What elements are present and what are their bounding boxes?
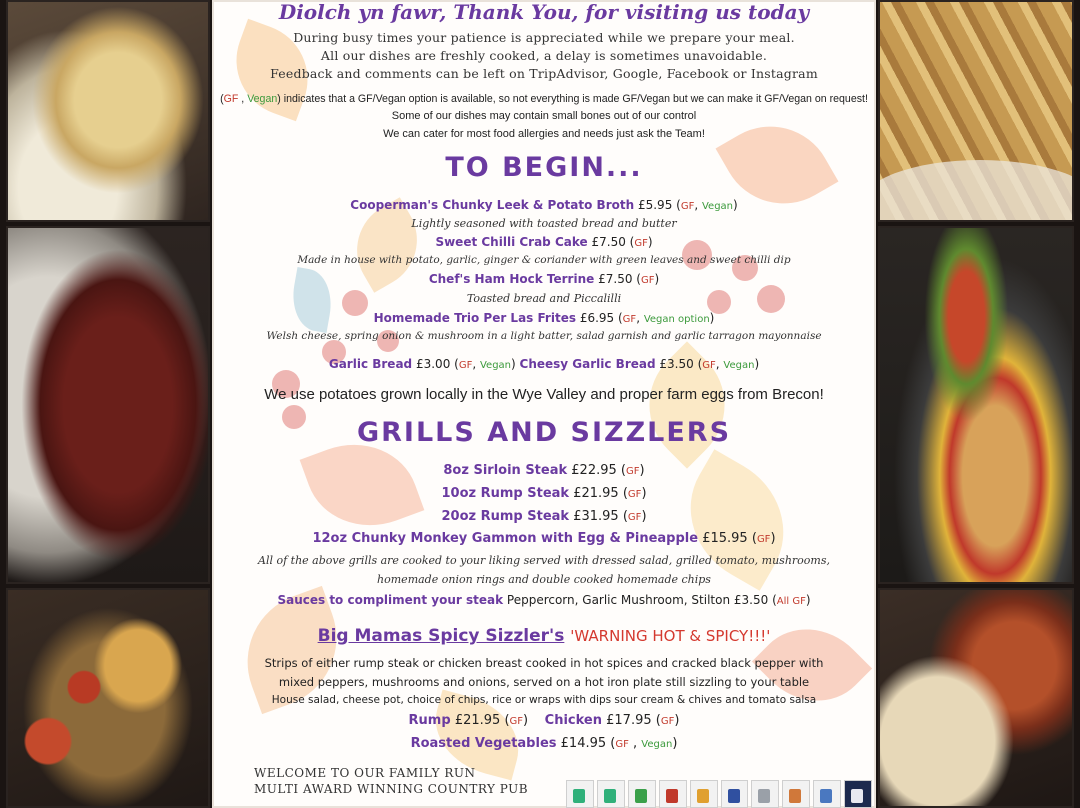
menu-card xyxy=(212,0,876,808)
menu-item-description: All of the above grills are cooked to your liking served with dressed salad, grilled tomato, mushrooms, xyxy=(258,554,830,567)
menu-item: 20oz Rump Steak £31.95 (GF) xyxy=(441,509,647,524)
menu-item: Roasted Vegetables £14.95 (GF , Vegan) xyxy=(410,736,678,751)
local-produce-note: We use potatoes grown locally in the Wye Valley and proper farm eggs from Brecon! xyxy=(264,386,824,403)
gf-vegan-legend: (GF , Vegan) indicates that a GF/Vegan option is available, so not everything is made GF/Vegan but we can make it GF/Vegan on request! xyxy=(220,93,868,105)
welcome-banner xyxy=(254,765,528,797)
sizzler-heading: Big Mamas Spicy Sizzler's 'WARNING HOT & SPICY!!!' xyxy=(317,626,771,646)
menu-item: Cooperman's Chunky Leek & Potato Broth £5.95 (GF, Vegan) xyxy=(350,198,738,212)
award-badge xyxy=(813,780,841,808)
menu-item-description: homemade onion rings and double cooked homemade chips xyxy=(377,573,711,586)
note-line: We can cater for most food allergies and needs just ask the Team! xyxy=(383,128,705,140)
sizzler-description: Strips of either rump steak or chicken breast cooked in hot spices and cracked black pepper with xyxy=(264,656,824,670)
food-photo-steak xyxy=(6,226,210,584)
menu-item: Rump £21.95 (GF) Chicken £17.95 (GF) xyxy=(408,713,680,728)
award-badge xyxy=(659,780,687,808)
note-line: Some of our dishes may contain small bones out of our control xyxy=(391,110,697,122)
menu-item: Chef's Ham Hock Terrine £7.50 (GF) xyxy=(428,272,660,286)
award-badge xyxy=(628,780,656,808)
food-photo-bottom-left xyxy=(6,588,210,808)
menu-item: Homemade Trio Per Las Frites £6.95 (GF, Vegan option) xyxy=(373,311,715,325)
sizzler-description: House salad, cheese pot, choice of chips, rice or wraps with dips sour cream & chives and tomato salsa xyxy=(271,694,817,706)
award-badge xyxy=(690,780,718,808)
award-badges xyxy=(566,780,872,808)
menu-item: 10oz Rump Steak £21.95 (GF) xyxy=(441,486,647,501)
menu-item-description: Made in house with potato, garlic, ginger & coriander with green leaves and sweet chilli dip xyxy=(297,254,791,266)
award-badge xyxy=(721,780,749,808)
award-badge xyxy=(597,780,625,808)
section-heading-starters: TO BEGIN... xyxy=(445,152,643,183)
section-heading-grills: GRILLS AND SIZZLERS xyxy=(356,417,732,448)
menu-item-description: Welsh cheese, spring onion & mushroom in a light batter, salad garnish and garlic tarragon mayonnaise xyxy=(266,330,822,342)
sizzler-description: mixed peppers, mushrooms and onions, served on a hot iron plate still sizzling to your table xyxy=(278,675,810,689)
menu-item: 8oz Sirloin Steak £22.95 (GF) xyxy=(443,463,645,478)
menu-item: Sweet Chilli Crab Cake £7.50 (GF) xyxy=(435,235,653,249)
menu-item: 12oz Chunky Monkey Gammon with Egg & Pineapple £15.95 (GF) xyxy=(312,531,776,546)
food-photo-chips xyxy=(878,0,1074,222)
food-photo-bottom-right xyxy=(878,588,1074,808)
menu-item: Sauces to compliment your steak Peppercorn, Garlic Mushroom, Stilton £3.50 (All GF) xyxy=(277,593,811,607)
food-photo-top-left xyxy=(6,0,210,222)
welcome-line: MULTI AWARD WINNING COUNTRY PUB xyxy=(254,782,529,796)
award-badge xyxy=(782,780,810,808)
intro-line: During busy times your patience is appreciated while we prepare your meal. xyxy=(293,30,795,45)
menu-item: Garlic Bread £3.00 (GF, Vegan) Cheesy Garlic Bread £3.50 (GF, Vegan) xyxy=(328,357,760,371)
intro-line: Feedback and comments can be left on TripAdvisor, Google, Facebook or Instagram xyxy=(270,66,818,81)
welcome-line: WELCOME TO OUR FAMILY RUN xyxy=(254,766,476,780)
award-badge xyxy=(751,780,779,808)
award-badge xyxy=(844,780,872,808)
intro-line: All our dishes are freshly cooked, a delay is sometimes unavoidable. xyxy=(320,48,768,63)
menu-item-description: Lightly seasoned with toasted bread and butter xyxy=(411,217,677,230)
food-photo-sizzler xyxy=(878,226,1074,584)
award-badge xyxy=(566,780,594,808)
page-title: Diolch yn fawr, Thank You, for visiting us today xyxy=(278,0,810,24)
menu-item-description: Toasted bread and Piccalilli xyxy=(466,292,622,305)
